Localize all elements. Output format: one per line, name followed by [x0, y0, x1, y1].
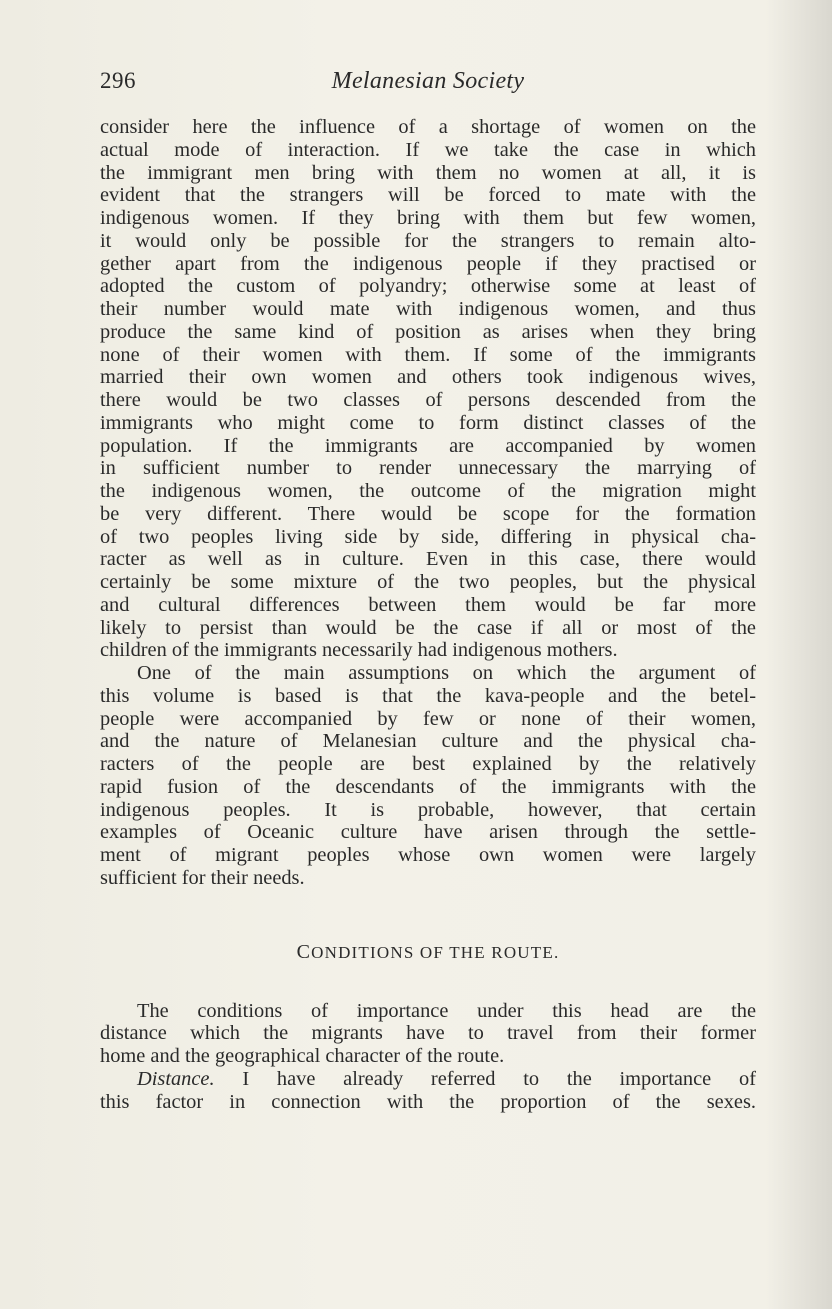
section-spacer — [100, 890, 756, 935]
text-line: ment of migrant peoples whose own women were largely — [100, 844, 756, 866]
text-line: adopted the custom of polyandry; otherwise some at least of — [100, 275, 756, 298]
text-line: consider here the influence of a shortage of women on the — [100, 116, 756, 138]
text-line: gether apart from the indigenous people if they practised or — [100, 252, 756, 275]
text-line: racters of the people are best explained by the relatively — [100, 753, 756, 775]
paragraph-2 — [100, 662, 756, 890]
text-line: evident that the strangers will be forced to mate with the — [100, 184, 756, 207]
text-line: actual mode of interaction. If we take the case in which — [100, 138, 756, 161]
heading-rest: ONDITIONS OF THE ROUTE. — [311, 942, 560, 962]
text-line: immigrants who might come to form distinct classes of the — [100, 411, 756, 434]
text-line: people were accompanied by few or none of their women, — [100, 707, 756, 730]
paragraph-1 — [100, 116, 756, 662]
text-line: the indigenous women, the outcome of the migration might — [100, 480, 756, 502]
text-line: population. If the immigrants are accompanied by women — [100, 434, 756, 457]
paragraph-3 — [100, 1000, 756, 1068]
text-line — [100, 1068, 756, 1091]
text-line: this factor in connection with the proportion of the sexes. — [100, 1090, 756, 1113]
line-rest: I have already referred to the importance of — [242, 1067, 756, 1090]
italic-lead: Distance. — [137, 1067, 215, 1090]
text-line: examples of Oceanic culture have arisen through the settle- — [100, 821, 756, 844]
text-line: it would only be possible for the strangers to remain alto- — [100, 229, 756, 252]
text-line: indigenous peoples. It is probable, however, that certain — [100, 798, 756, 821]
text-line: certainly be some mixture of the two peoples, but the physical — [100, 571, 756, 593]
text-line: home and the geographical character of the route. — [100, 1045, 505, 1067]
text-line: there would be two classes of persons descended from the — [100, 389, 756, 411]
section-heading — [100, 941, 756, 963]
text-line: rapid fusion of the descendants of the immigrants with the — [100, 775, 756, 798]
heading-spacer — [100, 963, 756, 1000]
text-line: likely to persist than would be the case if all or most of the — [100, 616, 756, 639]
text-line: The conditions of importance under this head are the — [137, 999, 756, 1022]
text-line: the immigrant men bring with them no women at all, it is — [100, 161, 756, 184]
text-line: their number would mate with indigenous women, and thus — [100, 298, 756, 320]
text-line: in sufficient number to render unnecessary the marrying of — [100, 457, 756, 480]
text-line: One of the main assumptions on which the argument of — [137, 662, 756, 684]
text-line: of two peoples living side by side, differing in physical cha- — [100, 525, 756, 548]
text-line: married their own women and others took indigenous wives, — [100, 366, 756, 389]
text-line: this volume is based is that the kava-people and the betel- — [100, 684, 756, 707]
page-header — [100, 68, 756, 102]
heading-initial: C — [296, 940, 312, 963]
text-line: distance which the migrants have to travel from their former — [100, 1022, 756, 1045]
text-line: be very different. There would be scope for the formation — [100, 502, 756, 525]
running-title: Melanesian Society — [331, 68, 525, 94]
text-line: and the nature of Melanesian culture and the physical cha- — [100, 730, 756, 753]
text-line: and cultural differences between them would be far more — [100, 593, 756, 616]
text-line: children of the immigrants necessarily had indigenous mothers. — [100, 639, 618, 662]
text-line: sufficient for their needs. — [100, 866, 305, 889]
page-number: 296 — [100, 68, 136, 93]
text-line: produce the same kind of position as arises when they bring — [100, 320, 756, 343]
paragraph-4 — [100, 1068, 756, 1114]
text-line: none of their women with them. If some of the immigrants — [100, 343, 756, 366]
text-line: indigenous women. If they bring with them but few women, — [100, 207, 756, 229]
body-text — [100, 116, 756, 1113]
text-line: racter as well as in culture. Even in this case, there would — [100, 548, 756, 571]
